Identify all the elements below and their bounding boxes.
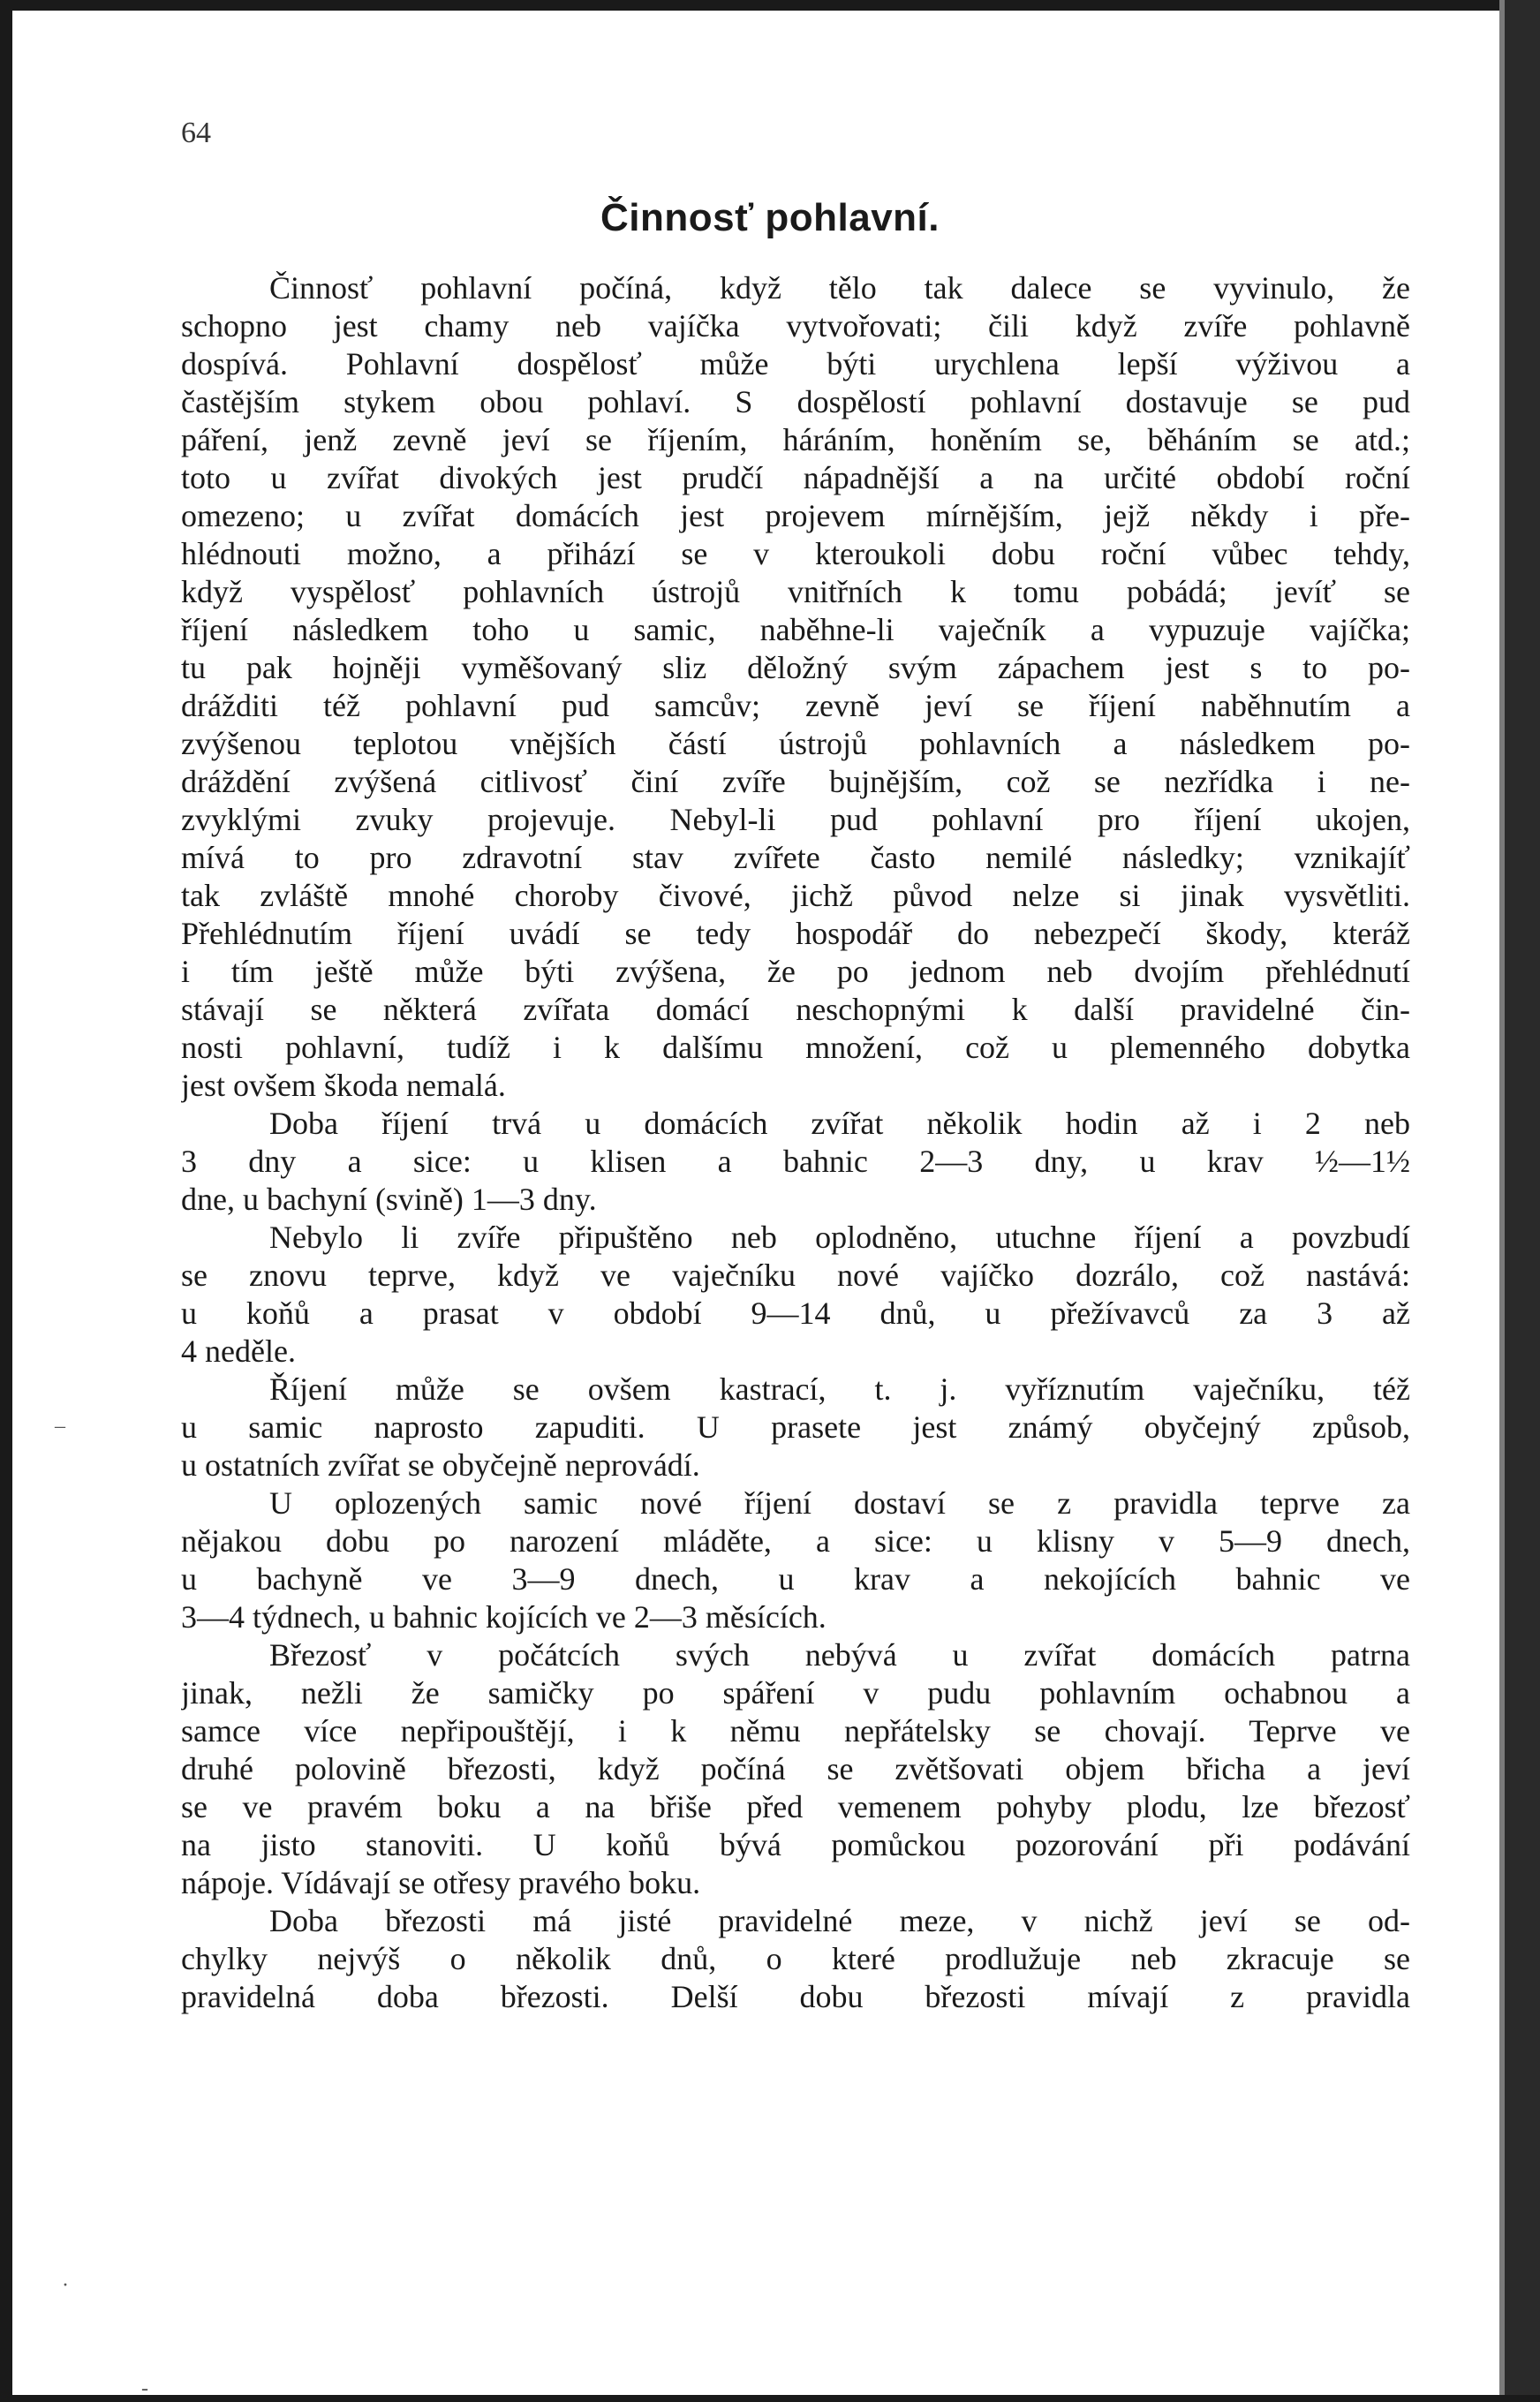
scan-border-right <box>1505 0 1540 2402</box>
text-line: Doba březosti má jisté pravidelné meze, v nichž jeví se od- <box>269 1903 1410 1938</box>
page-number: 64 <box>181 117 211 149</box>
text-line: zvýšenou teplotou vnějších částí ústrojů pohlavních a následkem po- <box>181 726 1410 761</box>
text-line: toto u zvířat divokých jest prudčí nápadnější a na určité období roční <box>181 460 1410 495</box>
text-line: schopno jest chamy neb vajíčka vytvořovati; čili když zvíře pohlavně <box>181 308 1410 344</box>
text-line: říjení následkem toho u samic, naběhne-li vaječník a vypuzuje vajíčka; <box>181 612 1410 647</box>
text-line: nosti pohlavní, tudíž i k dalšímu množení, což u plemenného dobytka <box>181 1030 1410 1065</box>
scan-border-bottom <box>0 2395 1540 2402</box>
text-line: se znovu teprve, když ve vaječníku nové vajíčko dozrálo, což nastává: <box>181 1258 1410 1293</box>
text-line: 3—4 týdnech, u bahnic kojících ve 2—3 měsících. <box>181 1599 827 1635</box>
text-line: dospívá. Pohlavní dospělosť může býti urychlena lepší výživou a <box>181 346 1410 381</box>
text-line: u koňů a prasat v období 9—14 dnů, u přežívavců za 3 až <box>181 1295 1410 1331</box>
body-text <box>181 269 1410 2016</box>
scan-border-top <box>0 0 1540 11</box>
text-line: jest ovšem škoda nemalá. <box>181 1068 506 1103</box>
text-line: 4 neděle. <box>181 1333 296 1369</box>
text-line: jinak, nežli že samičky po spáření v pudu pohlavním ochabnou a <box>181 1675 1410 1711</box>
scan-mark: · <box>62 2274 69 2297</box>
text-line: drážditi též pohlavní pud samcův; zevně jeví se říjení naběhnutím a <box>181 688 1410 723</box>
text-line: omezeno; u zvířat domácích jest projevem mírnějším, jejž někdy i pře- <box>181 498 1410 533</box>
text-line: U oplozených samic nové říjení dostaví se z pravidla teprve za <box>269 1485 1410 1521</box>
text-line: 3 dny a sice: u klisen a bahnic 2—3 dny, u krav ½—1½ <box>181 1144 1410 1179</box>
text-line: tak zvláště mnohé choroby čivové, jichž původ nelze si jinak vysvětliti. <box>181 878 1410 913</box>
text-line: tu pak hojněji vyměšovaný sliz děložný svým zápachem jest s to po- <box>181 650 1410 685</box>
text-line: u ostatních zvířat se obyčejně neprovádí. <box>181 1447 700 1483</box>
text-line: chylky nejvýš o několik dnů, o které prodlužuje neb zkracuje se <box>181 1941 1410 1976</box>
text-line: když vyspělosť pohlavních ústrojů vnitřních k tomu pobádá; jevíť se <box>181 574 1410 609</box>
text-line: stávají se některá zvířata domácí neschopnými k další pravidelné čin- <box>181 992 1410 1027</box>
text-line: hlédnouti možno, a přihází se v kteroukoli dobu roční vůbec tehdy, <box>181 536 1410 571</box>
text-line: nějakou dobu po narození mláděte, a sice: u klisny v 5—9 dnech, <box>181 1523 1410 1559</box>
text-line: u samic naprosto zapuditi. U prasete jest známý obyčejný způsob, <box>181 1409 1410 1445</box>
text-line: páření, jenž zevně jeví se říjením, háráním, honěním se, běháním se atd.; <box>181 422 1410 457</box>
text-line: na jisto stanoviti. U koňů bývá pomůckou pozorování při podávání <box>181 1827 1410 1862</box>
text-line: Doba říjení trvá u domácích zvířat několik hodin až i 2 neb <box>269 1106 1410 1141</box>
text-line: Činnosť pohlavní počíná, když tělo tak dalece se vyvinulo, že <box>269 270 1410 306</box>
page-title: Činnosť pohlavní. <box>600 196 940 239</box>
text-line: Přehlédnutím říjení uvádí se tedy hospodář do nebezpečí škody, kteráž <box>181 916 1410 951</box>
text-line: dráždění zvýšená citlivosť činí zvíře bujnějším, což se nezřídka i ne- <box>181 764 1410 799</box>
text-line: pravidelná doba březosti. Delší dobu březosti mívají z pravidla <box>181 1979 1410 2014</box>
text-line: samce více nepřipouštějí, i k němu nepřátelsky se chovají. Teprve ve <box>181 1713 1410 1749</box>
text-line: mívá to pro zdravotní stav zvířete často nemilé následky; vznikajíť <box>181 840 1410 875</box>
text-line: u bachyně ve 3—9 dnech, u krav a nekojících bahnic ve <box>181 1561 1410 1597</box>
text-line: zvyklými zvuky projevuje. Nebyl-li pud pohlavní pro říjení ukojen, <box>181 802 1410 837</box>
text-line: dne, u bachyní (svině) 1—3 dny. <box>181 1182 597 1217</box>
text-line: nápoje. Vídávají se otřesy pravého boku. <box>181 1865 701 1900</box>
text-line: Nebylo li zvíře připuštěno neb oplodněno, utuchne říjení a povzbudí <box>269 1220 1410 1255</box>
text-line: Březosť v počátcích svých nebývá u zvířat domácích patrna <box>269 1637 1410 1673</box>
text-line: častějším stykem obou pohlaví. S dospělostí pohlavní dostavuje se pud <box>181 384 1410 419</box>
scan-border-left <box>0 0 12 2402</box>
scan-mark: – <box>55 1415 65 1438</box>
text-line: i tím ještě může býti zvýšena, že po jednom neb dvojím přehlédnutí <box>181 954 1410 989</box>
scan-mark: - <box>141 2377 148 2400</box>
text-line: Říjení může se ovšem kastrací, t. j. vyříznutím vaječníku, též <box>269 1371 1410 1407</box>
text-line: druhé polovině březosti, když počíná se zvětšovati objem břicha a jeví <box>181 1751 1410 1786</box>
text-line: se ve pravém boku a na břiše před vemenem pohyby plodu, lze březosť <box>181 1789 1410 1824</box>
